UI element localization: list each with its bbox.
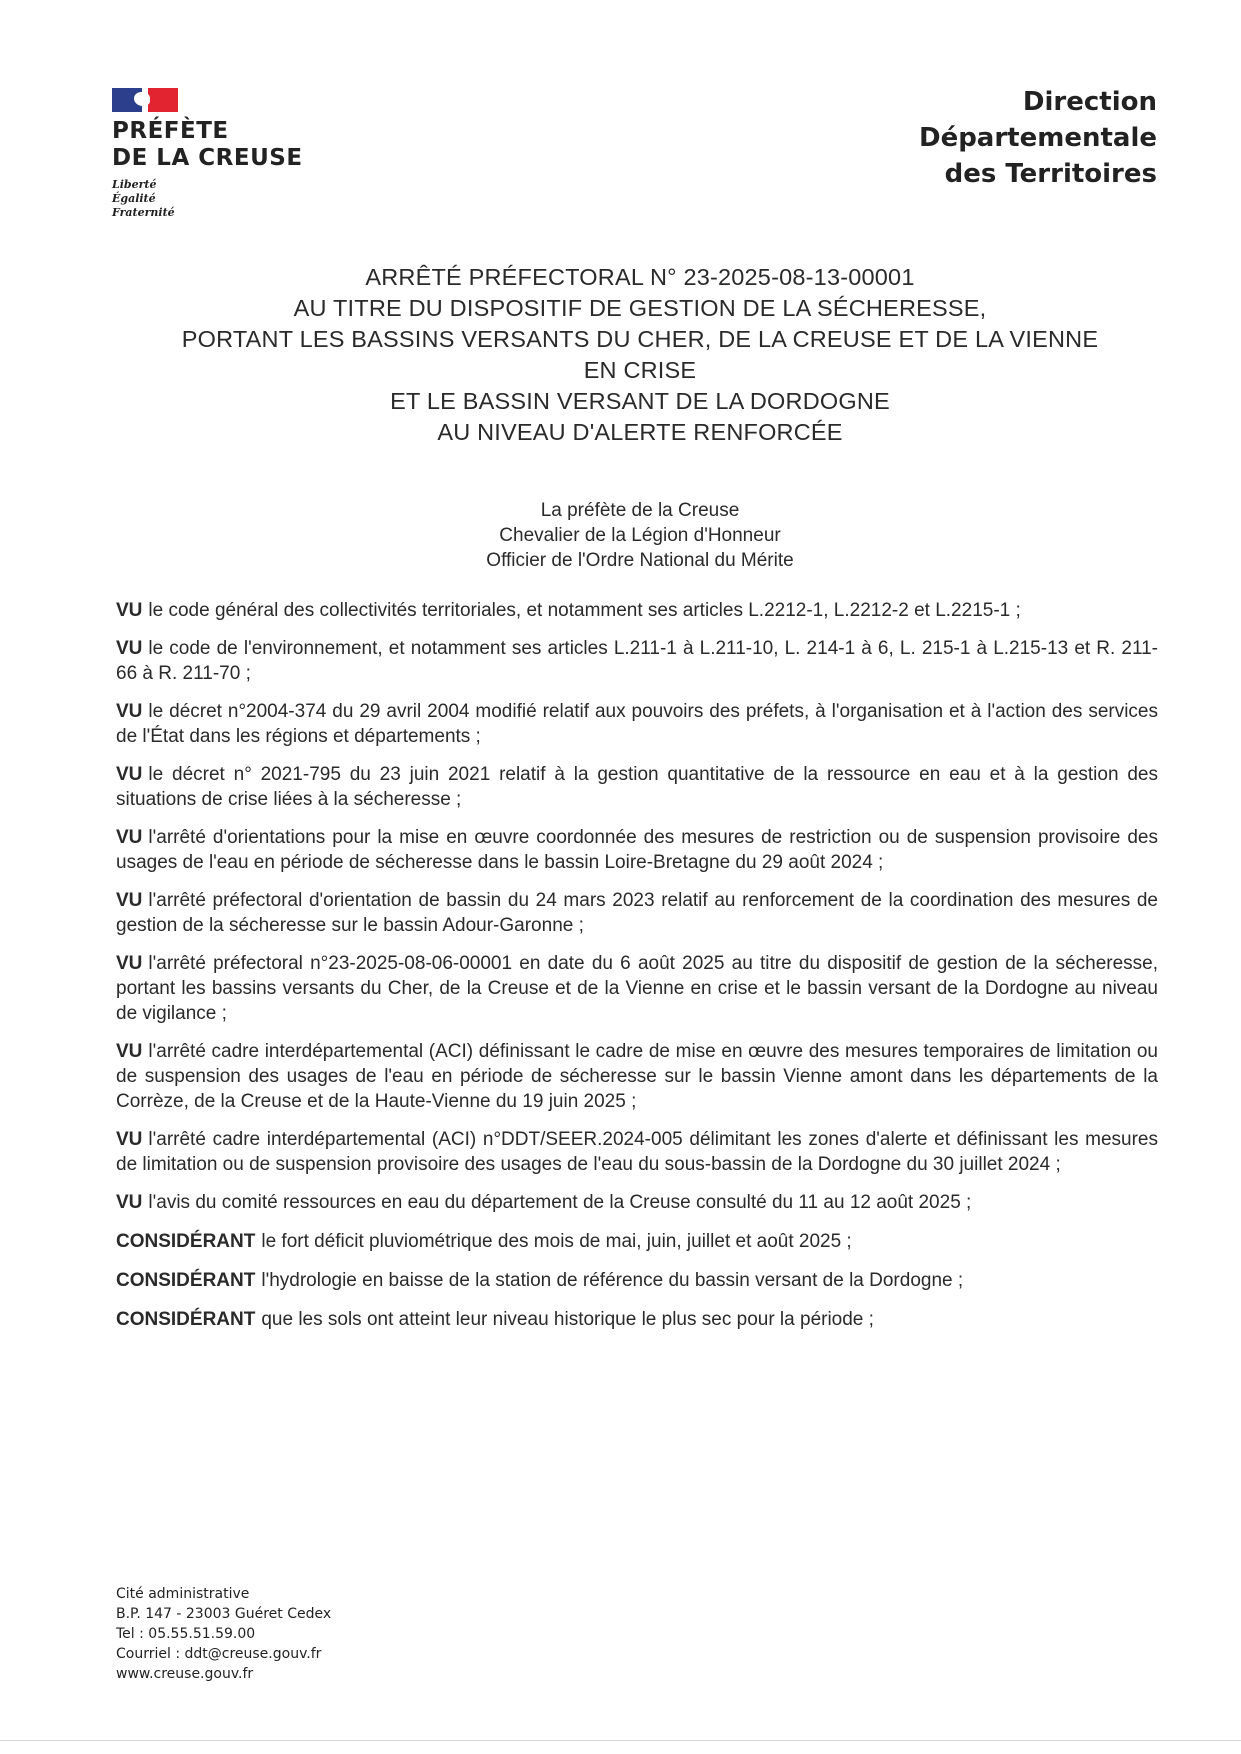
authority-line: Chevalier de la Légion d'Honneur [499, 525, 781, 546]
authority-line: Officier de l'Ordre National du Mérite [486, 550, 794, 571]
recital-paragraph [116, 888, 1158, 938]
title-line: EN CRISE [583, 357, 697, 383]
direction-line: des Territoires [944, 159, 1157, 189]
considering-keyword: CONSIDÉRANT [116, 1270, 256, 1291]
flag-red-band [148, 88, 178, 112]
considering-text: l'hydrologie en baisse de la station de référence du bassin versant de la Dordogne ; [261, 1270, 964, 1291]
issuing-direction [797, 84, 1157, 192]
recital-paragraph [116, 1039, 1158, 1114]
recital-keyword: VU [116, 1129, 143, 1150]
recital-text: le décret n° 2021-795 du 23 juin 2021 relatif à la gestion quantitative de la ressource en eau et à la gestion des situations de crise liées à la sécheresse ; [116, 764, 1158, 810]
decree-body [116, 598, 1158, 1346]
recital-text: l'arrêté d'orientations pour la mise en œuvre coordonnée des mesures de restriction ou de suspension provisoire des usages de l'eau en période de sécheresse dans le bassin Loire-Bretagne du 29 août 2024 ; [116, 827, 1158, 873]
motto-line: Fraternité [112, 206, 175, 219]
recital-keyword: VU [116, 1041, 143, 1062]
republic-motto [112, 178, 372, 220]
marianne-profile-icon [134, 92, 150, 106]
recital-keyword: VU [116, 764, 143, 785]
recital-text: l'arrêté préfectoral n°23-2025-08-06-00001 en date du 6 août 2025 au titre du dispositif de gestion de la sécheresse, portant les bassins versants du Cher, de la Creuse et de la Vienne en crise et le bassin versant de la Dordogne au niveau de vigilance ; [116, 953, 1158, 1024]
direction-line: Départementale [918, 123, 1157, 153]
recital-keyword: VU [116, 953, 143, 974]
prefecture-name-line-2: DE LA CREUSE [112, 145, 303, 171]
recital-text: l'arrêté cadre interdépartemental (ACI) n°DDT/SEER.2024-005 délimitant les zones d'alerte et définissant les mesures de limitation ou de suspension provisoire des usages de l'eau du sous-bassin de la Dordogne du 30 juillet 2024 ; [116, 1129, 1158, 1175]
recital-text: l'avis du comité ressources en eau du département de la Creuse consulté du 11 au 12 août 2025 ; [148, 1192, 972, 1213]
recital-paragraph [116, 825, 1158, 875]
recital-text: le code général des collectivités territoriales, et notamment ses articles L.2212-1, L.2212-2 et L.2215-1 ; [148, 600, 1021, 621]
considering-keyword: CONSIDÉRANT [116, 1309, 256, 1330]
recital-keyword: VU [116, 1192, 143, 1213]
title-line: AU TITRE DU DISPOSITIF DE GESTION DE LA SÉCHERESSE, [293, 295, 987, 321]
recital-paragraph [116, 699, 1158, 749]
recital-paragraph [116, 636, 1158, 686]
issuing-authority [340, 498, 940, 573]
marianne-flag-icon [112, 88, 178, 112]
considering-text: que les sols ont atteint leur niveau historique le plus sec pour la période ; [261, 1309, 874, 1330]
authority-line: La préfète de la Creuse [540, 500, 740, 521]
considering-text: le fort déficit pluviométrique des mois de mai, juin, juillet et août 2025 ; [261, 1231, 852, 1252]
footer-email: Courriel : ddt@creuse.gouv.fr [116, 1646, 322, 1662]
motto-line: Égalité [112, 192, 156, 205]
title-line: AU NIVEAU D'ALERTE RENFORCÉE [437, 419, 843, 445]
motto-line: Liberté [112, 178, 157, 191]
decree-title [120, 262, 1160, 448]
footer-website: www.creuse.gouv.fr [116, 1666, 254, 1682]
recital-keyword: VU [116, 638, 143, 659]
considering-paragraph [116, 1268, 1158, 1293]
page-bottom-divider [0, 1740, 1241, 1741]
recital-keyword: VU [116, 600, 143, 621]
footer-line: Tel : 05.55.51.59.00 [116, 1626, 256, 1642]
recital-text: le code de l'environnement, et notamment ses articles L.211-1 à L.211-10, L. 214-1 à 6, L. 215-1 à L.215-13 et R. 211-66 à R. 211-70 ; [116, 638, 1158, 684]
direction-line: Direction [1022, 87, 1157, 117]
considering-paragraph [116, 1229, 1158, 1254]
considering-keyword: CONSIDÉRANT [116, 1231, 256, 1252]
prefecture-logo-block [112, 88, 372, 220]
prefecture-name [112, 118, 372, 172]
recital-paragraph [116, 598, 1158, 623]
recital-paragraph [116, 1127, 1158, 1177]
title-line: ET LE BASSIN VERSANT DE LA DORDOGNE [390, 388, 890, 414]
considering-paragraph [116, 1307, 1158, 1332]
recital-text: l'arrêté cadre interdépartemental (ACI) définissant le cadre de mise en œuvre des mesures temporaires de limitation ou de suspension des usages de l'eau en période de sécheresse sur le bassin Vienne amont dans les départements de la Corrèze, de la Creuse et de la Haute-Vienne du 19 juin 2025 ; [116, 1041, 1158, 1112]
contact-footer [116, 1584, 331, 1684]
recital-keyword: VU [116, 827, 143, 848]
recital-paragraph [116, 762, 1158, 812]
title-line: PORTANT LES BASSINS VERSANTS DU CHER, DE LA CREUSE ET DE LA VIENNE [181, 326, 1099, 352]
footer-line: B.P. 147 - 23003 Guéret Cedex [116, 1606, 332, 1622]
title-line: ARRÊTÉ PRÉFECTORAL N° 23-2025-08-13-00001 [365, 264, 915, 290]
recital-text: l'arrêté préfectoral d'orientation de bassin du 24 mars 2023 relatif au renforcement de la coordination des mesures de gestion de la sécheresse sur le bassin Adour-Garonne ; [116, 890, 1158, 936]
recital-paragraph [116, 951, 1158, 1026]
recital-keyword: VU [116, 890, 143, 911]
recital-text: le décret n°2004-374 du 29 avril 2004 modifié relatif aux pouvoirs des préfets, à l'organisation et à l'action des services de l'État dans les régions et départements ; [116, 701, 1158, 747]
recital-keyword: VU [116, 701, 143, 722]
recital-paragraph [116, 1190, 1158, 1215]
prefecture-name-line-1: PRÉFÈTE [112, 118, 229, 144]
footer-line: Cité administrative [116, 1586, 250, 1602]
